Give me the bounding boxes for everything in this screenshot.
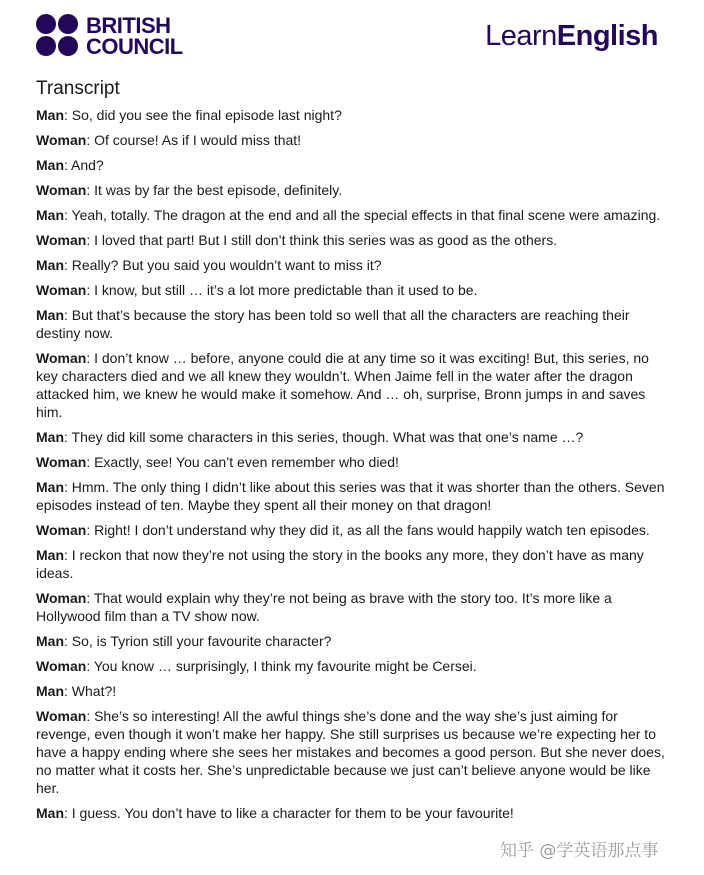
- watermark: 知乎 @学英语那点事: [500, 841, 659, 861]
- transcript-body: [36, 78, 672, 829]
- line-text: : So, did you see the final episode last night?: [64, 107, 342, 123]
- transcript-line: [36, 657, 672, 675]
- transcript-line: [36, 521, 672, 539]
- speaker-label: Man: [36, 257, 64, 273]
- speaker-label: Woman: [36, 708, 87, 724]
- speaker-label: Man: [36, 547, 64, 563]
- speaker-label: Woman: [36, 522, 87, 538]
- transcript-line: [36, 156, 672, 174]
- line-text: : She’s so interesting! All the awful things she’s done and the way she’s just aiming for revenge, even though it won’t make her happy. She still surprises us because we’re expecting her to have a happy ending where she sees her mistakes and becomes a good person. But she never does, no matter what it costs her. She’s unpredictable because we just can’t believe anyone would be like her.: [36, 708, 665, 796]
- british-council-dots-icon: [36, 14, 80, 58]
- speaker-label: Man: [36, 207, 64, 223]
- speaker-label: Man: [36, 429, 64, 445]
- line-text: : They did kill some characters in this series, though. What was that one’s name …?: [64, 429, 584, 445]
- transcript-line: [36, 428, 672, 446]
- speaker-label: Woman: [36, 350, 87, 366]
- line-text: : You know … surprisingly, I think my favourite might be Cersei.: [86, 658, 477, 674]
- transcript-line: [36, 256, 672, 274]
- transcript-line: [36, 804, 672, 822]
- transcript-line: [36, 707, 672, 797]
- line-text: : So, is Tyrion still your favourite character?: [64, 633, 332, 649]
- line-text: : And?: [64, 157, 104, 173]
- speaker-label: Woman: [36, 282, 87, 298]
- speaker-label: Man: [36, 805, 64, 821]
- transcript-line: [36, 349, 672, 421]
- british-council-logo: [36, 14, 183, 58]
- transcript-line: [36, 478, 672, 514]
- transcript-line: [36, 131, 672, 149]
- transcript-line: [36, 453, 672, 471]
- line-text: : But that’s because the story has been told so well that all the characters are reaching their destiny now.: [36, 307, 630, 341]
- learnenglish-bold: English: [556, 20, 658, 52]
- speaker-label: Woman: [36, 658, 87, 674]
- speaker-label: Woman: [36, 454, 87, 470]
- line-text: : I loved that part! But I still don’t think this series was as good as the others.: [86, 232, 558, 248]
- brand-line-1: BRITISH: [86, 13, 171, 38]
- speaker-label: Woman: [36, 590, 87, 606]
- line-text: : Hmm. The only thing I didn’t like about this series was that it was shorter than the others. Seven episodes instead of ten. Maybe they spent all their money on that dragon!: [36, 479, 665, 513]
- transcript-line: [36, 632, 672, 650]
- line-text: : I guess. You don’t have to like a character for them to be your favourite!: [64, 805, 514, 821]
- transcript-line: [36, 306, 672, 342]
- transcript-line: [36, 181, 672, 199]
- transcript-line: [36, 231, 672, 249]
- brand-line-2: COUNCIL: [86, 34, 183, 59]
- speaker-label: Man: [36, 479, 64, 495]
- line-text: : Of course! As if I would miss that!: [86, 132, 302, 148]
- line-text: : Yeah, totally. The dragon at the end and all the special effects in that final scene were amazing.: [64, 207, 661, 223]
- transcript-lines: [36, 106, 672, 822]
- speaker-label: Man: [36, 633, 64, 649]
- transcript-line: [36, 206, 672, 224]
- line-text: : Exactly, see! You can’t even remember who died!: [86, 454, 399, 470]
- british-council-wordmark: [86, 15, 183, 57]
- line-text: : I don’t know … before, anyone could die at any time so it was exciting! But, this series, no key characters died and we all knew they wouldn’t. When Jaime fell in the water after the dragon attacked him, we knew he would make it somehow. And … oh, surprise, Bronn jumps in and saves him.: [36, 350, 649, 420]
- line-text: : I reckon that now they’re not using the story in the books any more, they don’t have as many ideas.: [36, 547, 644, 581]
- page-title: Transcript: [36, 78, 120, 99]
- page-header: [0, 0, 704, 70]
- line-text: : I know, but still … it’s a lot more predictable than it used to be.: [86, 282, 478, 298]
- line-text: : Really? But you said you wouldn’t want to miss it?: [64, 257, 382, 273]
- transcript-line: [36, 106, 672, 124]
- line-text: : That would explain why they’re not being as brave with the story too. It’s more like a Hollywood film than a TV show now.: [36, 590, 612, 624]
- speaker-label: Woman: [36, 232, 87, 248]
- speaker-label: Woman: [36, 182, 87, 198]
- speaker-label: Man: [36, 683, 64, 699]
- learnenglish-logo: [485, 20, 658, 53]
- transcript-line: [36, 546, 672, 582]
- line-text: : It was by far the best episode, definitely.: [86, 182, 343, 198]
- transcript-line: [36, 281, 672, 299]
- transcript-line: [36, 589, 672, 625]
- line-text: : What?!: [64, 683, 117, 699]
- learnenglish-light: Learn: [485, 20, 557, 52]
- speaker-label: Woman: [36, 132, 87, 148]
- speaker-label: Man: [36, 157, 64, 173]
- line-text: : Right! I don’t understand why they did it, as all the fans would happily watch ten episodes.: [86, 522, 650, 538]
- speaker-label: Man: [36, 107, 64, 123]
- speaker-label: Man: [36, 307, 64, 323]
- transcript-line: [36, 682, 672, 700]
